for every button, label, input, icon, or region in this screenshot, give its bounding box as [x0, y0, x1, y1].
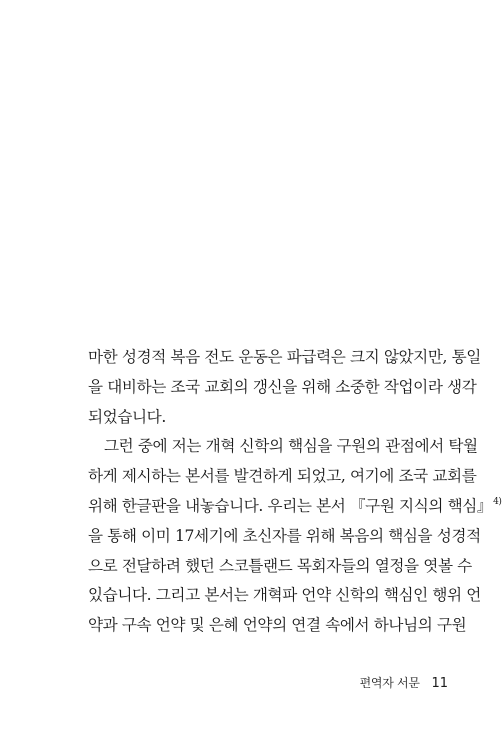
- text-line: 으로 전달하려 했던 스코틀랜드 목회자들의 열정을 엿볼 수: [88, 556, 472, 575]
- text-line-content: 위해 한글판을 내놓습니다. 우리는 본서 『구원 지식의 핵심』: [88, 496, 493, 515]
- page-footer: [360, 674, 448, 691]
- text-line: 을 통해 이미 17세기에 초신자를 위해 복음의 핵심을 성경적: [88, 526, 481, 545]
- text-line: 있습니다. 그리고 본서는 개혁파 언약 신학의 핵심인 행위 언: [88, 586, 481, 605]
- text-line: 마한 성경적 복음 전도 운동은 파급력은 크지 않았지만, 통일: [88, 348, 481, 366]
- page-number: 11: [431, 676, 448, 691]
- body-text: [88, 343, 502, 641]
- text-line: [88, 492, 502, 522]
- text-line: 하게 제시하는 본서를 발견하게 되었고, 여기에 조국 교회를: [88, 467, 477, 486]
- footnote-marker[interactable]: 4): [493, 496, 502, 507]
- text-line: 을 대비하는 조국 교회의 갱신을 위해 소중한 작업이라 생각: [88, 377, 477, 396]
- text-line: 약과 구속 언약 및 은혜 언약의 연결 속에서 하나님의 구원: [88, 616, 467, 635]
- text-line: 되었습니다.: [88, 407, 166, 426]
- paragraph-first-line: 그런 중에 저는 개혁 신학의 핵심을 구원의 관점에서 탁월: [104, 437, 478, 456]
- running-title: 편역자 서문: [359, 676, 420, 690]
